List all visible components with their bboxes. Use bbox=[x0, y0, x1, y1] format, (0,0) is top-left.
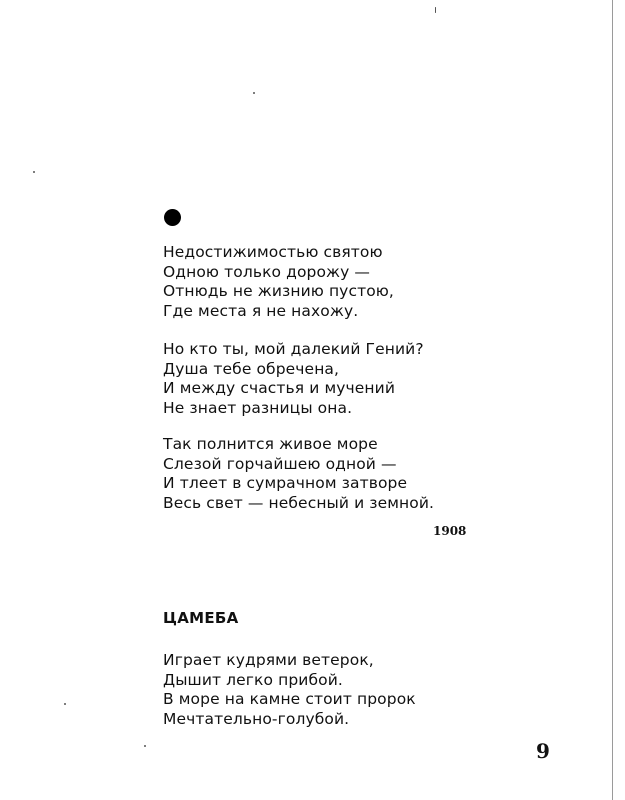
poem-line: Не знает разницы она. bbox=[163, 398, 353, 417]
poem-title: ЦАМЕБА bbox=[163, 609, 239, 627]
poem-line: Душа тебе обречена, bbox=[163, 359, 340, 378]
page-edge-line bbox=[612, 0, 613, 800]
scan-speck bbox=[435, 7, 436, 13]
page-number: 9 bbox=[536, 739, 550, 763]
poem-line: Но кто ты, мой далекий Гений? bbox=[163, 340, 424, 358]
scan-speck bbox=[253, 92, 255, 94]
scan-speck bbox=[144, 745, 146, 747]
poem-line: Одною только дорожу — bbox=[163, 262, 371, 281]
poem-line: Где места я не нахожу. bbox=[163, 301, 359, 320]
poem-line: Отнюдь не жизнию пустою, bbox=[163, 282, 394, 300]
poem-line: Весь свет — небесный и земной. bbox=[163, 493, 435, 512]
poem-line: Играет кудрями ветерок, bbox=[163, 651, 374, 669]
scan-speck bbox=[33, 171, 35, 173]
poem-separator-bullet bbox=[164, 209, 181, 226]
scan-speck bbox=[64, 703, 66, 705]
poem-line: Так полнится живое море bbox=[163, 435, 378, 453]
poem-line: И между счастья и мучений bbox=[163, 379, 395, 397]
poem-line: Дышит легко прибой. bbox=[163, 670, 343, 689]
poem-line: Слезой горчайшею одной — bbox=[163, 454, 397, 473]
poem1-stanza-1 bbox=[163, 243, 394, 321]
poem1-stanza-3 bbox=[163, 435, 434, 513]
poem2-stanza-1 bbox=[163, 651, 416, 729]
poem-line: В море на камне стоит пророк bbox=[163, 690, 416, 708]
poem-line: И тлеет в сумрачном затворе bbox=[163, 474, 408, 492]
poem-year: 1908 bbox=[433, 524, 467, 538]
poem1-stanza-2 bbox=[163, 340, 424, 418]
poem-line: Недостижимостью святою bbox=[163, 243, 383, 261]
poem-line: Мечтательно-голубой. bbox=[163, 709, 350, 728]
